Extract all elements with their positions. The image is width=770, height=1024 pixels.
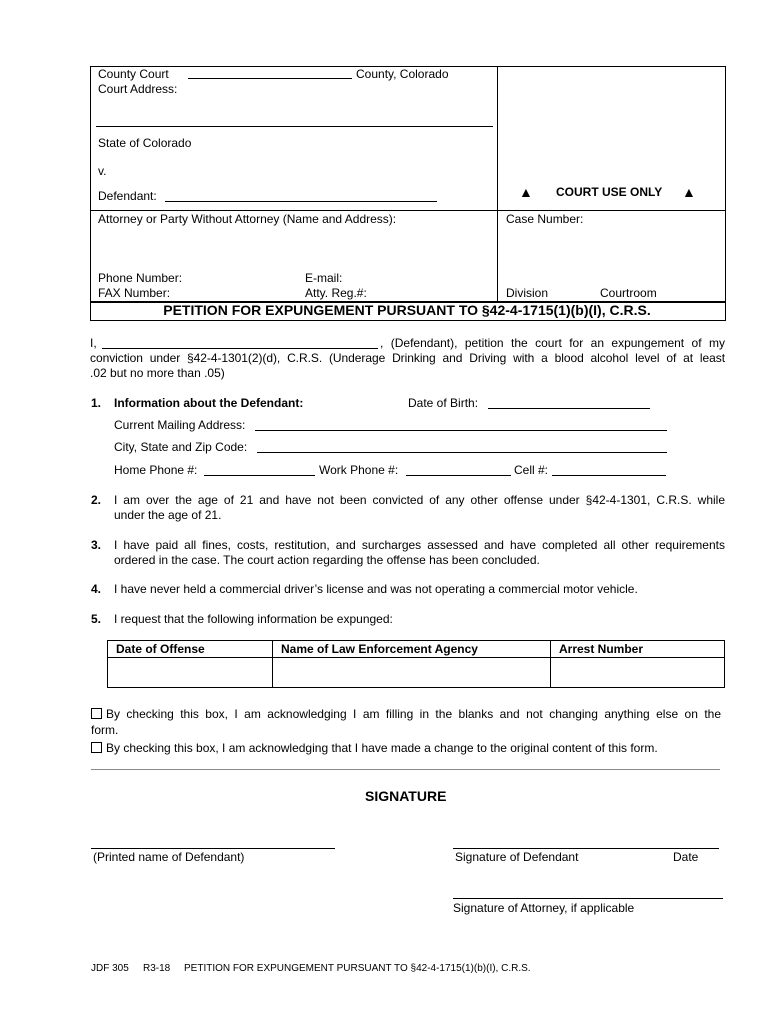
mailing-address-label: Current Mailing Address: xyxy=(114,418,246,432)
county-court-label: County Court xyxy=(98,67,169,81)
home-phone-blank[interactable] xyxy=(204,475,315,476)
defendant-blank[interactable] xyxy=(165,201,437,202)
dob-label: Date of Birth: xyxy=(408,396,479,410)
agency-header: Name of Law Enforcement Agency xyxy=(273,641,551,658)
check1-line1: By checking this box, I am acknowledging I am filling in the blanks and not changing anything else on the xyxy=(106,707,721,721)
cell-label: Cell #: xyxy=(514,463,549,477)
changed-content-checkbox[interactable] xyxy=(91,742,102,753)
item2-number: 2. xyxy=(91,493,102,507)
arrow-up-icon: ▲ xyxy=(682,184,696,200)
caption-mid-line xyxy=(90,210,725,211)
item5-number: 5. xyxy=(91,612,102,626)
no-change-checkbox[interactable] xyxy=(91,708,102,719)
intro-line2: conviction under §42-4-1301(2)(d), C.R.S. (Underage Drinking and Driving with a blood alcohol level of at least xyxy=(90,351,725,365)
fax-label: FAX Number: xyxy=(98,286,171,300)
atty-reg-label: Atty. Reg.#: xyxy=(305,286,367,300)
item3-number: 3. xyxy=(91,538,102,552)
petitioner-name-blank[interactable] xyxy=(102,348,378,349)
intro-line3: .02 but no more than .05) xyxy=(90,366,225,380)
v-label: v. xyxy=(98,164,107,178)
city-state-zip-label: City, State and Zip Code: xyxy=(114,440,248,454)
footer-form-number: JDF 305 xyxy=(91,963,129,974)
item2-line2: under the age of 21. xyxy=(114,508,222,522)
county-blank[interactable] xyxy=(188,78,352,79)
attorney-signature-blank[interactable] xyxy=(453,898,723,899)
item4-text: I have never held a commercial driver’s license and was not operating a commercial motor vehicle. xyxy=(114,582,638,596)
division-label: Division xyxy=(506,286,549,300)
arrest-number-cell[interactable] xyxy=(551,658,725,688)
county-colorado-label: County, Colorado xyxy=(356,67,449,81)
state-label: State of Colorado xyxy=(98,136,192,150)
check2-text: By checking this box, I am acknowledging that I have made a change to the original content of this form. xyxy=(106,741,658,755)
courtroom-label: Courtroom xyxy=(600,286,657,300)
signature-heading: SIGNATURE xyxy=(365,788,447,804)
page-title: PETITION FOR EXPUNGEMENT PURSUANT TO §42-4-1715(1)(b)(I), C.R.S. xyxy=(163,302,651,318)
divider xyxy=(91,769,720,770)
date-label: Date xyxy=(673,850,699,864)
item3-line2: ordered in the case. The court action regarding the offense has been concluded. xyxy=(114,553,540,567)
court-use-only-label: COURT USE ONLY xyxy=(556,185,663,199)
phone-label: Phone Number: xyxy=(98,271,183,285)
attorney-signature-label: Signature of Attorney, if applicable xyxy=(453,901,635,915)
agency-cell[interactable] xyxy=(273,658,551,688)
printed-name-label: (Printed name of Defendant) xyxy=(93,850,245,864)
caption-divider xyxy=(497,66,498,302)
table-header-row xyxy=(108,641,725,658)
court-address-label: Court Address: xyxy=(98,82,178,96)
defendant-signature-blank[interactable] xyxy=(453,848,719,849)
court-address-blank[interactable] xyxy=(96,126,493,127)
checkbox-row-1 xyxy=(91,707,725,721)
date-of-offense-header: Date of Offense xyxy=(108,641,273,658)
item2-line1: I am over the age of 21 and have not been convicted of any other offense under §42-4-1301, C.R.S. while xyxy=(114,493,725,507)
table-row xyxy=(108,658,725,688)
defendant-signature-label: Signature of Defendant xyxy=(455,850,579,864)
intro-rest: , (Defendant), petition the court for an expungement of my xyxy=(380,336,725,350)
dob-blank[interactable] xyxy=(488,408,650,409)
home-phone-label: Home Phone #: xyxy=(114,463,198,477)
intro-i: I, xyxy=(90,336,97,350)
case-number-label: Case Number: xyxy=(506,212,584,226)
cell-blank[interactable] xyxy=(552,475,666,476)
footer-revision: R3-18 xyxy=(143,963,171,974)
arrow-up-icon: ▲ xyxy=(519,184,533,200)
mailing-address-blank[interactable] xyxy=(255,430,667,431)
printed-name-blank[interactable] xyxy=(91,848,335,849)
item5-text: I request that the following information be expunged: xyxy=(114,612,393,626)
footer-title: PETITION FOR EXPUNGEMENT PURSUANT TO §42-4-1715(1)(b)(I), C.R.S. xyxy=(184,963,531,974)
work-phone-label: Work Phone #: xyxy=(319,463,399,477)
work-phone-blank[interactable] xyxy=(406,475,511,476)
checkbox-row-2 xyxy=(91,741,658,755)
attorney-label: Attorney or Party Without Attorney (Name and Address): xyxy=(98,212,397,226)
check1-line2: form. xyxy=(91,723,119,737)
item3-line1: I have paid all fines, costs, restitution, and surcharges assessed and have completed all other requirements xyxy=(114,538,725,552)
arrest-number-header: Arrest Number xyxy=(551,641,725,658)
offense-table xyxy=(107,640,725,688)
item1-number: 1. xyxy=(91,396,102,410)
item4-number: 4. xyxy=(91,582,102,596)
item1-heading: Information about the Defendant: xyxy=(114,396,304,410)
email-label: E-mail: xyxy=(305,271,343,285)
defendant-label: Defendant: xyxy=(98,189,157,203)
date-of-offense-cell[interactable] xyxy=(108,658,273,688)
city-state-zip-blank[interactable] xyxy=(257,452,667,453)
